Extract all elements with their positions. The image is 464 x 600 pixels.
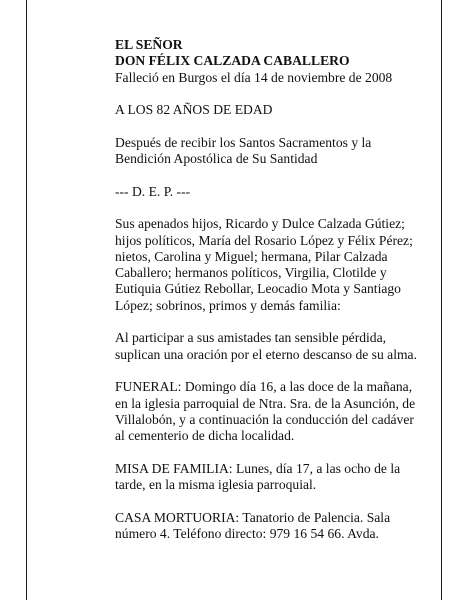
text-line: Sus apenados hijos, Ricardo y Dulce Calzada Gútiez; bbox=[115, 216, 405, 232]
text-line: Bendición Apostólica de Su Santidad bbox=[115, 151, 318, 167]
text-line: al cementerio de dicha localidad. bbox=[115, 428, 295, 444]
text-line: FUNERAL: Domingo día 16, a las doce de la mañana, bbox=[115, 379, 413, 395]
funeral-paragraph bbox=[115, 379, 431, 444]
funeral-home-paragraph bbox=[115, 510, 431, 543]
text-line: hijos políticos, María del Rosario López y Félix Pérez; bbox=[115, 232, 413, 248]
text-line: Al participar a sus amistades tan sensible pérdida, bbox=[115, 330, 387, 346]
text-line: López; sobrinos, primos y demás familia: bbox=[115, 297, 341, 313]
age-line bbox=[115, 102, 431, 118]
text-line: nietos, Carolina y Miguel; hermana, Pilar Calzada bbox=[115, 248, 388, 264]
family-paragraph bbox=[115, 216, 431, 314]
death-info: Falleció en Burgos el día 14 de noviembre de 2008 bbox=[115, 69, 393, 85]
text-line: CASA MORTUORIA: Tanatorio de Palencia. Sala bbox=[115, 509, 391, 525]
sacraments-paragraph bbox=[115, 135, 431, 168]
text-line: Después de recibir los Santos Sacramentos y la bbox=[115, 134, 372, 150]
text-line: en la iglesia parroquial de Ntra. Sra. de la Asunción, de bbox=[115, 395, 416, 411]
request-paragraph bbox=[115, 330, 431, 363]
text-line: Eutiquia Gútiez Rebollar, Leocadio Mota y Santiago bbox=[115, 281, 401, 297]
obituary-notice bbox=[115, 37, 431, 559]
text-line: Caballero; hermanos políticos, Virgilia, Clotilde y bbox=[115, 265, 387, 281]
text-line: Villalobón, y a continuación la conducción del cadáver bbox=[115, 411, 414, 427]
document-page bbox=[26, 0, 442, 600]
heading-title: EL SEÑOR bbox=[115, 37, 183, 52]
text-line: número 4. Teléfono directo: 979 16 54 66. Avda. bbox=[115, 525, 379, 541]
text-line: suplican una oración por el eterno descanso de su alma. bbox=[115, 346, 417, 362]
rip-text: --- D. E. P. --- bbox=[115, 183, 191, 199]
age-text: A LOS 82 AÑOS DE EDAD bbox=[115, 102, 273, 118]
text-line: MISA DE FAMILIA: Lunes, día 17, a las ocho de la bbox=[115, 460, 401, 476]
text-line: tarde, en la misma iglesia parroquial. bbox=[115, 477, 317, 493]
family-mass-paragraph bbox=[115, 461, 431, 494]
rip-line bbox=[115, 184, 431, 200]
heading bbox=[115, 37, 431, 86]
deceased-name: DON FÉLIX CALZADA CABALLERO bbox=[115, 53, 350, 69]
